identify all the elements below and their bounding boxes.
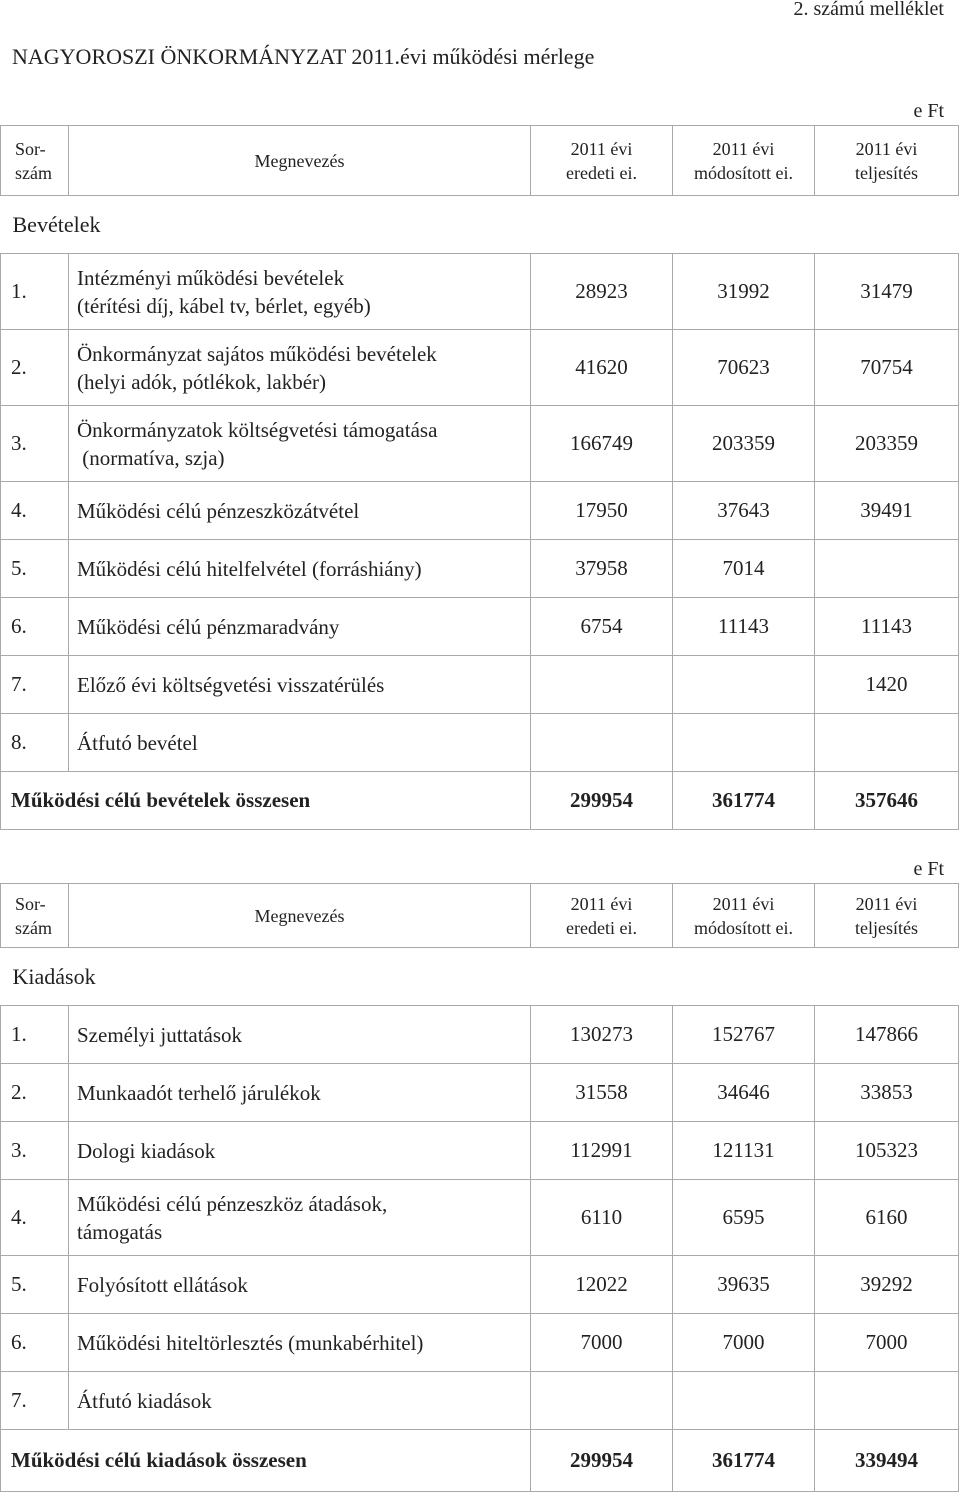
revenues-table bbox=[0, 125, 959, 830]
value-actual: 31479 bbox=[815, 254, 959, 330]
value-actual: 7000 bbox=[815, 1314, 959, 1372]
annex-label: 2. számú melléklet bbox=[793, 0, 944, 20]
value-modified: 203359 bbox=[673, 406, 815, 482]
value-modified: 11143 bbox=[673, 598, 815, 656]
table-row bbox=[1, 482, 959, 540]
table-row bbox=[1, 598, 959, 656]
row-number: 1. bbox=[1, 1006, 69, 1064]
row-number: 7. bbox=[1, 1372, 69, 1430]
value-actual: 105323 bbox=[815, 1122, 959, 1180]
value-actual: 11143 bbox=[815, 598, 959, 656]
value-modified bbox=[673, 1372, 815, 1430]
value-modified: 6595 bbox=[673, 1180, 815, 1256]
page-title: NAGYOROSZI ÖNKORMÁNYZAT 2011.évi működési mérlege bbox=[12, 44, 595, 69]
total-modified: 361774 bbox=[673, 1430, 815, 1492]
value-original bbox=[531, 714, 673, 772]
value-actual: 1420 bbox=[815, 656, 959, 714]
table-row bbox=[1, 1064, 959, 1122]
value-modified: 152767 bbox=[673, 1006, 815, 1064]
row-name: Munkaadót terhelő járulékok bbox=[69, 1064, 531, 1122]
row-name: Működési célú hitelfelvétel (forráshiány) bbox=[69, 540, 531, 598]
value-modified bbox=[673, 656, 815, 714]
header-name: Megnevezés bbox=[69, 126, 531, 196]
value-modified: 31992 bbox=[673, 254, 815, 330]
row-name: Működési célú pénzmaradvány bbox=[69, 598, 531, 656]
table-row bbox=[1, 254, 959, 330]
expenses-table bbox=[0, 883, 959, 1492]
header-sor: Sor- szám bbox=[1, 884, 69, 948]
value-original bbox=[531, 656, 673, 714]
value-actual: 147866 bbox=[815, 1006, 959, 1064]
row-name: Átfutó bevétel bbox=[69, 714, 531, 772]
value-original: 41620 bbox=[531, 330, 673, 406]
table-header-row bbox=[1, 884, 959, 948]
value-original: 28923 bbox=[531, 254, 673, 330]
value-original: 112991 bbox=[531, 1122, 673, 1180]
value-actual: 70754 bbox=[815, 330, 959, 406]
unit-label-revenues: e Ft bbox=[913, 100, 944, 122]
value-original: 6110 bbox=[531, 1180, 673, 1256]
value-modified: 7000 bbox=[673, 1314, 815, 1372]
value-modified: 121131 bbox=[673, 1122, 815, 1180]
table-header-row bbox=[1, 126, 959, 196]
header-modified: 2011 évi módosított ei. bbox=[673, 126, 815, 196]
row-name: Működési célú pénzeszközátvétel bbox=[69, 482, 531, 540]
value-original bbox=[531, 1372, 673, 1430]
section-row bbox=[1, 196, 959, 254]
row-number: 8. bbox=[1, 714, 69, 772]
row-number: 2. bbox=[1, 330, 69, 406]
table-row bbox=[1, 330, 959, 406]
value-original: 166749 bbox=[531, 406, 673, 482]
section-title: Kiadások bbox=[1, 948, 959, 1006]
value-modified: 34646 bbox=[673, 1064, 815, 1122]
total-row bbox=[1, 772, 959, 830]
row-name: Önkormányzatok költségvetési támogatása (normatíva, szja) bbox=[69, 406, 531, 482]
row-name: Átfutó kiadások bbox=[69, 1372, 531, 1430]
table-row bbox=[1, 406, 959, 482]
value-actual: 33853 bbox=[815, 1064, 959, 1122]
row-number: 1. bbox=[1, 254, 69, 330]
value-actual: 39292 bbox=[815, 1256, 959, 1314]
value-modified bbox=[673, 714, 815, 772]
unit-label-expenses: e Ft bbox=[913, 858, 944, 880]
value-original: 6754 bbox=[531, 598, 673, 656]
row-name: Folyósított ellátások bbox=[69, 1256, 531, 1314]
table-row bbox=[1, 714, 959, 772]
table-row bbox=[1, 1372, 959, 1430]
header-original: 2011 évi eredeti ei. bbox=[531, 884, 673, 948]
total-label: Működési célú kiadások összesen bbox=[1, 1430, 531, 1492]
table-row bbox=[1, 1006, 959, 1064]
row-name: Személyi juttatások bbox=[69, 1006, 531, 1064]
value-actual bbox=[815, 1372, 959, 1430]
total-original: 299954 bbox=[531, 1430, 673, 1492]
value-original: 17950 bbox=[531, 482, 673, 540]
total-modified: 361774 bbox=[673, 772, 815, 830]
row-name: Előző évi költségvetési visszatérülés bbox=[69, 656, 531, 714]
row-number: 6. bbox=[1, 598, 69, 656]
total-row bbox=[1, 1430, 959, 1492]
table-row bbox=[1, 1180, 959, 1256]
row-number: 4. bbox=[1, 482, 69, 540]
section-row bbox=[1, 948, 959, 1006]
header-actual: 2011 évi teljesítés bbox=[815, 126, 959, 196]
value-original: 12022 bbox=[531, 1256, 673, 1314]
row-name: Dologi kiadások bbox=[69, 1122, 531, 1180]
table-row bbox=[1, 1256, 959, 1314]
total-actual: 357646 bbox=[815, 772, 959, 830]
row-name: Működési hiteltörlesztés (munkabérhitel) bbox=[69, 1314, 531, 1372]
total-original: 299954 bbox=[531, 772, 673, 830]
total-actual: 339494 bbox=[815, 1430, 959, 1492]
table-row bbox=[1, 1314, 959, 1372]
table-row bbox=[1, 1122, 959, 1180]
value-original: 31558 bbox=[531, 1064, 673, 1122]
row-number: 6. bbox=[1, 1314, 69, 1372]
row-name: Intézményi működési bevételek (térítési díj, kábel tv, bérlet, egyéb) bbox=[69, 254, 531, 330]
value-modified: 70623 bbox=[673, 330, 815, 406]
total-label: Működési célú bevételek összesen bbox=[1, 772, 531, 830]
value-actual: 203359 bbox=[815, 406, 959, 482]
row-number: 4. bbox=[1, 1180, 69, 1256]
row-name: Önkormányzat sajátos működési bevételek (helyi adók, pótlékok, lakbér) bbox=[69, 330, 531, 406]
header-name: Megnevezés bbox=[69, 884, 531, 948]
value-modified: 39635 bbox=[673, 1256, 815, 1314]
value-original: 37958 bbox=[531, 540, 673, 598]
row-number: 2. bbox=[1, 1064, 69, 1122]
row-number: 5. bbox=[1, 1256, 69, 1314]
value-modified: 7014 bbox=[673, 540, 815, 598]
table-row bbox=[1, 540, 959, 598]
header-actual: 2011 évi teljesítés bbox=[815, 884, 959, 948]
value-modified: 37643 bbox=[673, 482, 815, 540]
row-number: 3. bbox=[1, 1122, 69, 1180]
header-sor: Sor- szám bbox=[1, 126, 69, 196]
value-original: 7000 bbox=[531, 1314, 673, 1372]
header-original: 2011 évi eredeti ei. bbox=[531, 126, 673, 196]
row-number: 3. bbox=[1, 406, 69, 482]
section-title: Bevételek bbox=[1, 196, 959, 254]
value-actual bbox=[815, 714, 959, 772]
value-actual: 39491 bbox=[815, 482, 959, 540]
value-actual bbox=[815, 540, 959, 598]
value-original: 130273 bbox=[531, 1006, 673, 1064]
header-modified: 2011 évi módosított ei. bbox=[673, 884, 815, 948]
value-actual: 6160 bbox=[815, 1180, 959, 1256]
row-number: 5. bbox=[1, 540, 69, 598]
row-name: Működési célú pénzeszköz átadások, támogatás bbox=[69, 1180, 531, 1256]
table-row bbox=[1, 656, 959, 714]
row-number: 7. bbox=[1, 656, 69, 714]
